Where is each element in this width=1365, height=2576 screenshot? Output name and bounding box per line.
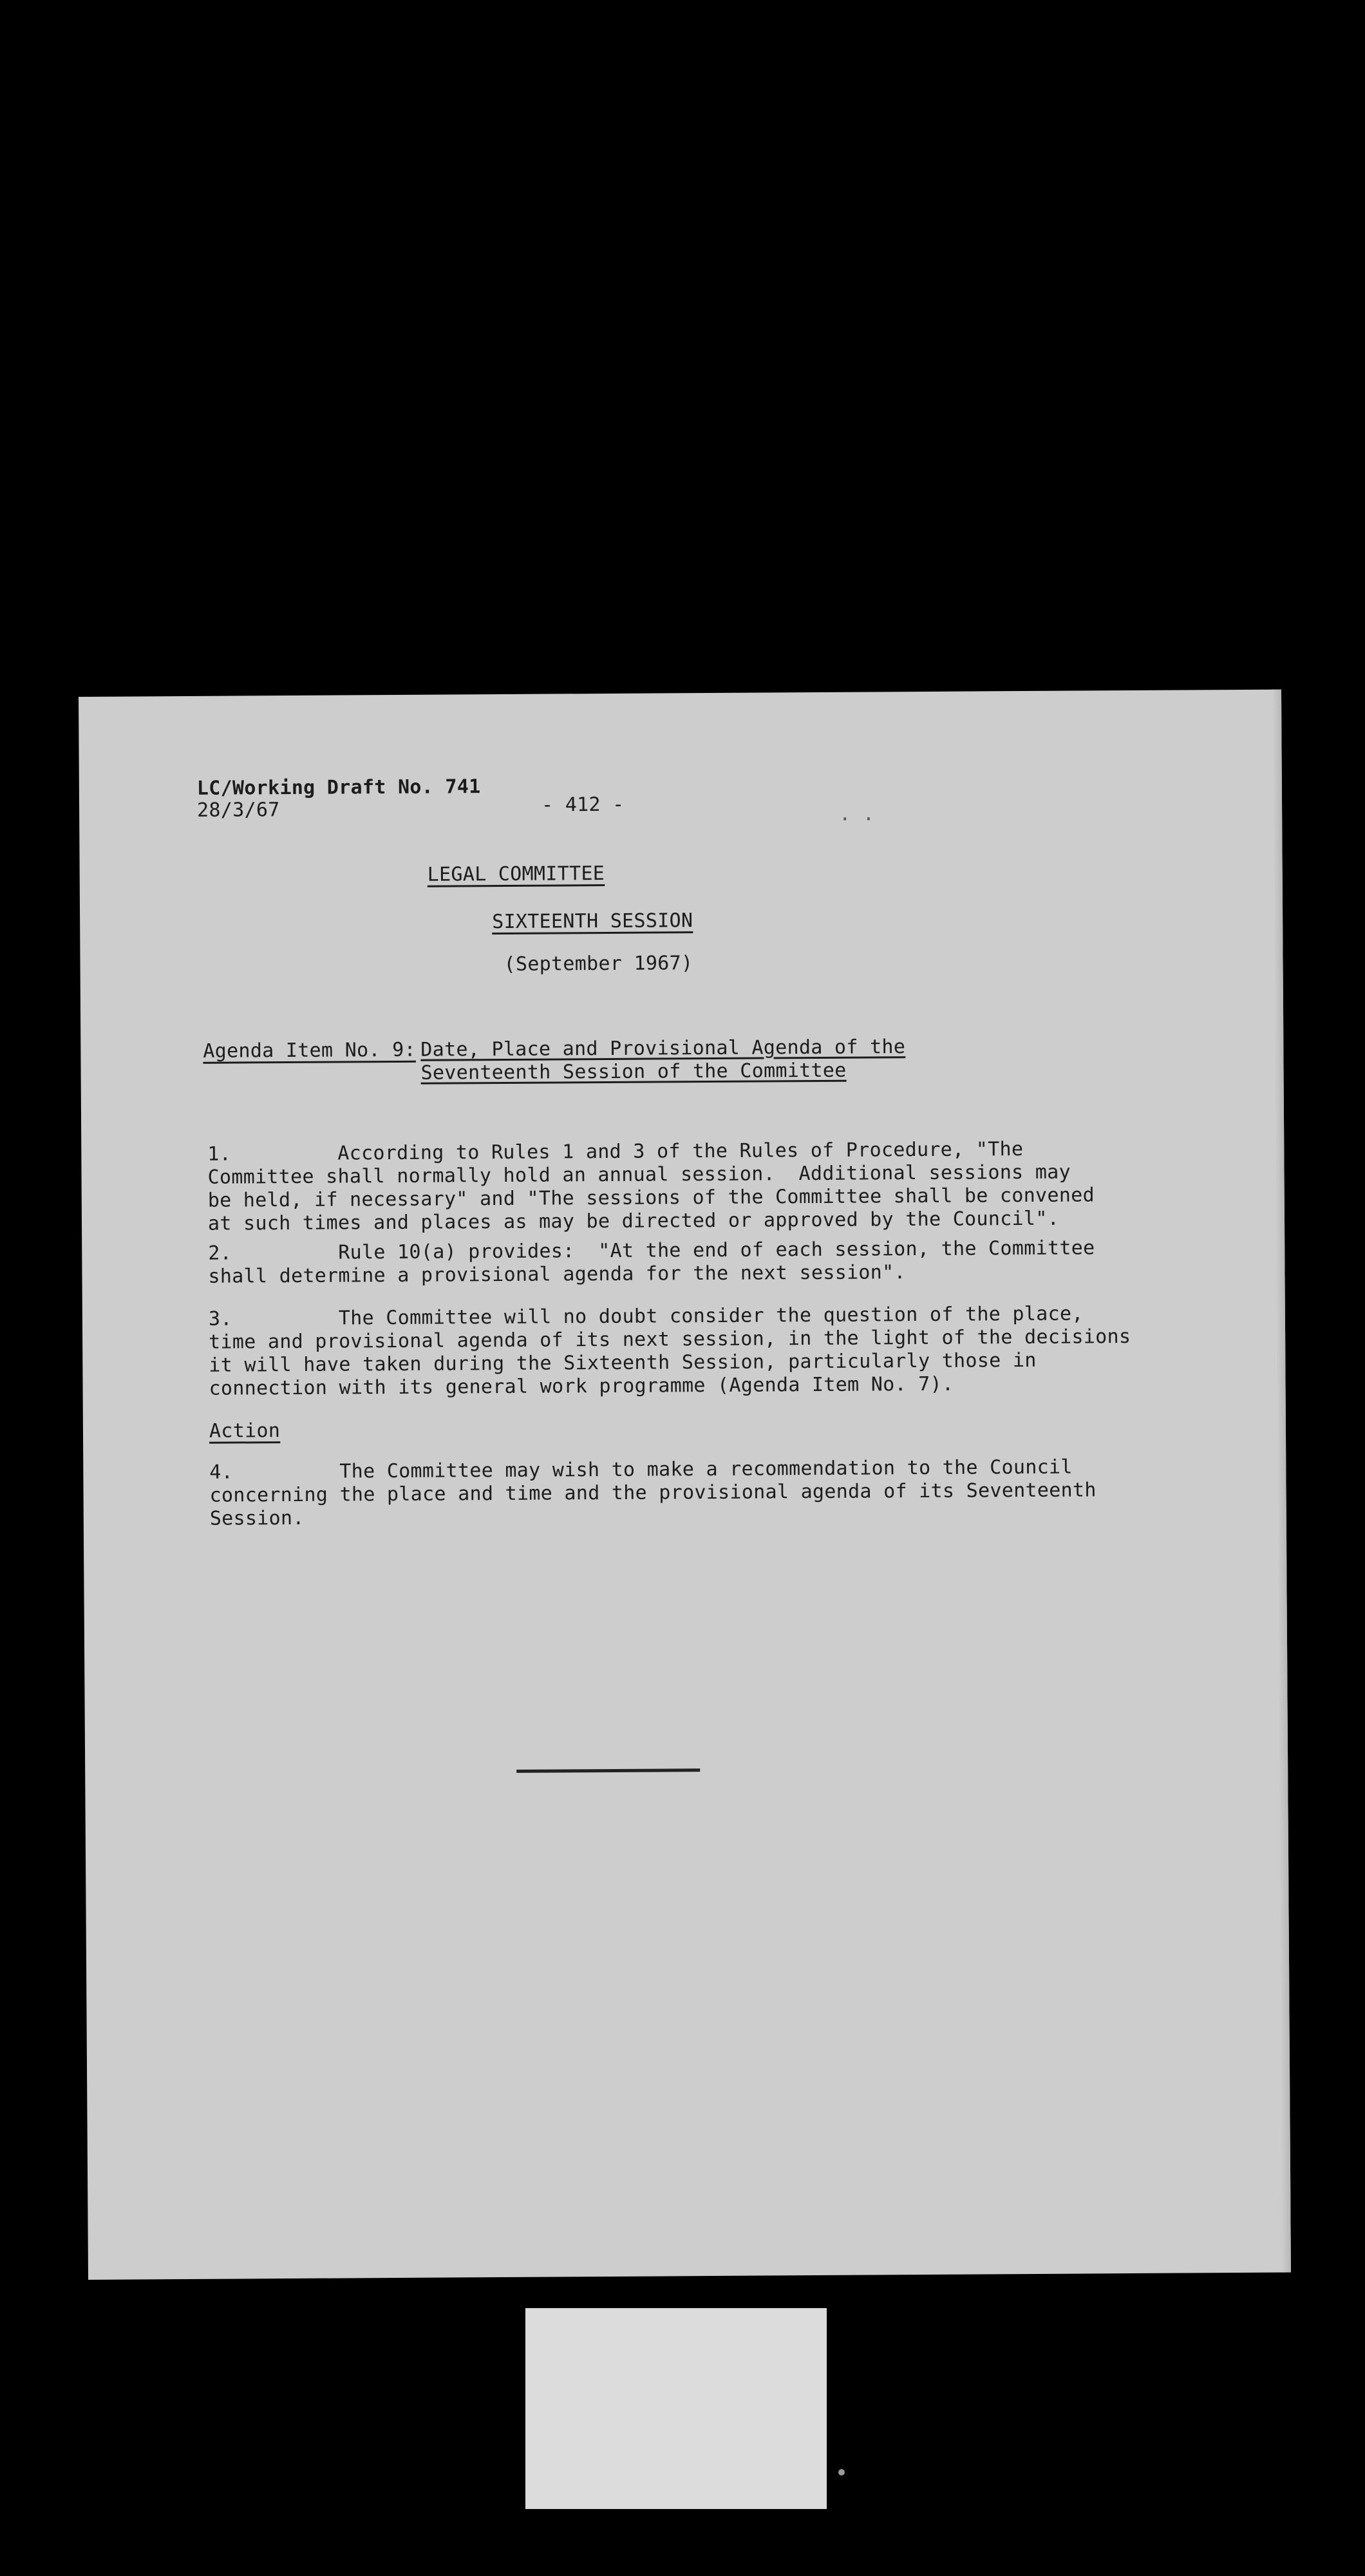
document-date: 28/3/67 [196, 799, 280, 822]
paragraph-3: 3. The Committee will no doubt consider the question of the place, time and provisional agenda of its next session, in the light of the decisions it will have taken during the Sixteenth Session, particularly those in connection with its general work programme (Agenda Item No. 7). [208, 1302, 1131, 1400]
paragraph-1: 1. According to Rules 1 and 3 of the Rules of Procedure, "The Committee shall normally hold an annual session. Additional sessions may be held, if necessary" and "The sessions of the Committee shall be convened at such times and places as may be directed or approved by the Council". [207, 1138, 1095, 1235]
closing-rule [516, 1768, 700, 1773]
document-reference: LC/Working Draft No. 741 [196, 775, 481, 800]
session-date: (September 1967) [504, 952, 693, 976]
dust-speck [838, 2469, 845, 2476]
action-heading: Action [209, 1419, 281, 1443]
page-edge-shadow [1272, 690, 1291, 2273]
agenda-title-line-1: Date, Place and Provisional Agenda of the [420, 1036, 906, 1061]
document-page [79, 690, 1291, 2280]
paragraph-4: 4. The Committee may wish to make a recommendation to the Council concerning the place and time and the provisional agenda of its Seventeenth Session. [209, 1455, 1097, 1530]
stray-marks: . . [839, 802, 875, 826]
session-heading: SIXTEENTH SESSION [492, 909, 693, 934]
blank-target-card [525, 2308, 827, 2509]
agenda-title-line-2: Seventeenth Session of the Committee [420, 1059, 847, 1084]
agenda-item-label: Agenda Item No. 9: [203, 1038, 416, 1063]
committee-heading: LEGAL COMMITTEE [427, 862, 605, 886]
agenda-item-title [420, 1036, 905, 1085]
page-number: - 412 - [541, 793, 625, 817]
paragraph-2: 2. Rule 10(a) provides: "At the end of each session, the Committee shall determine a provisional agenda for the next session". [208, 1236, 1095, 1288]
